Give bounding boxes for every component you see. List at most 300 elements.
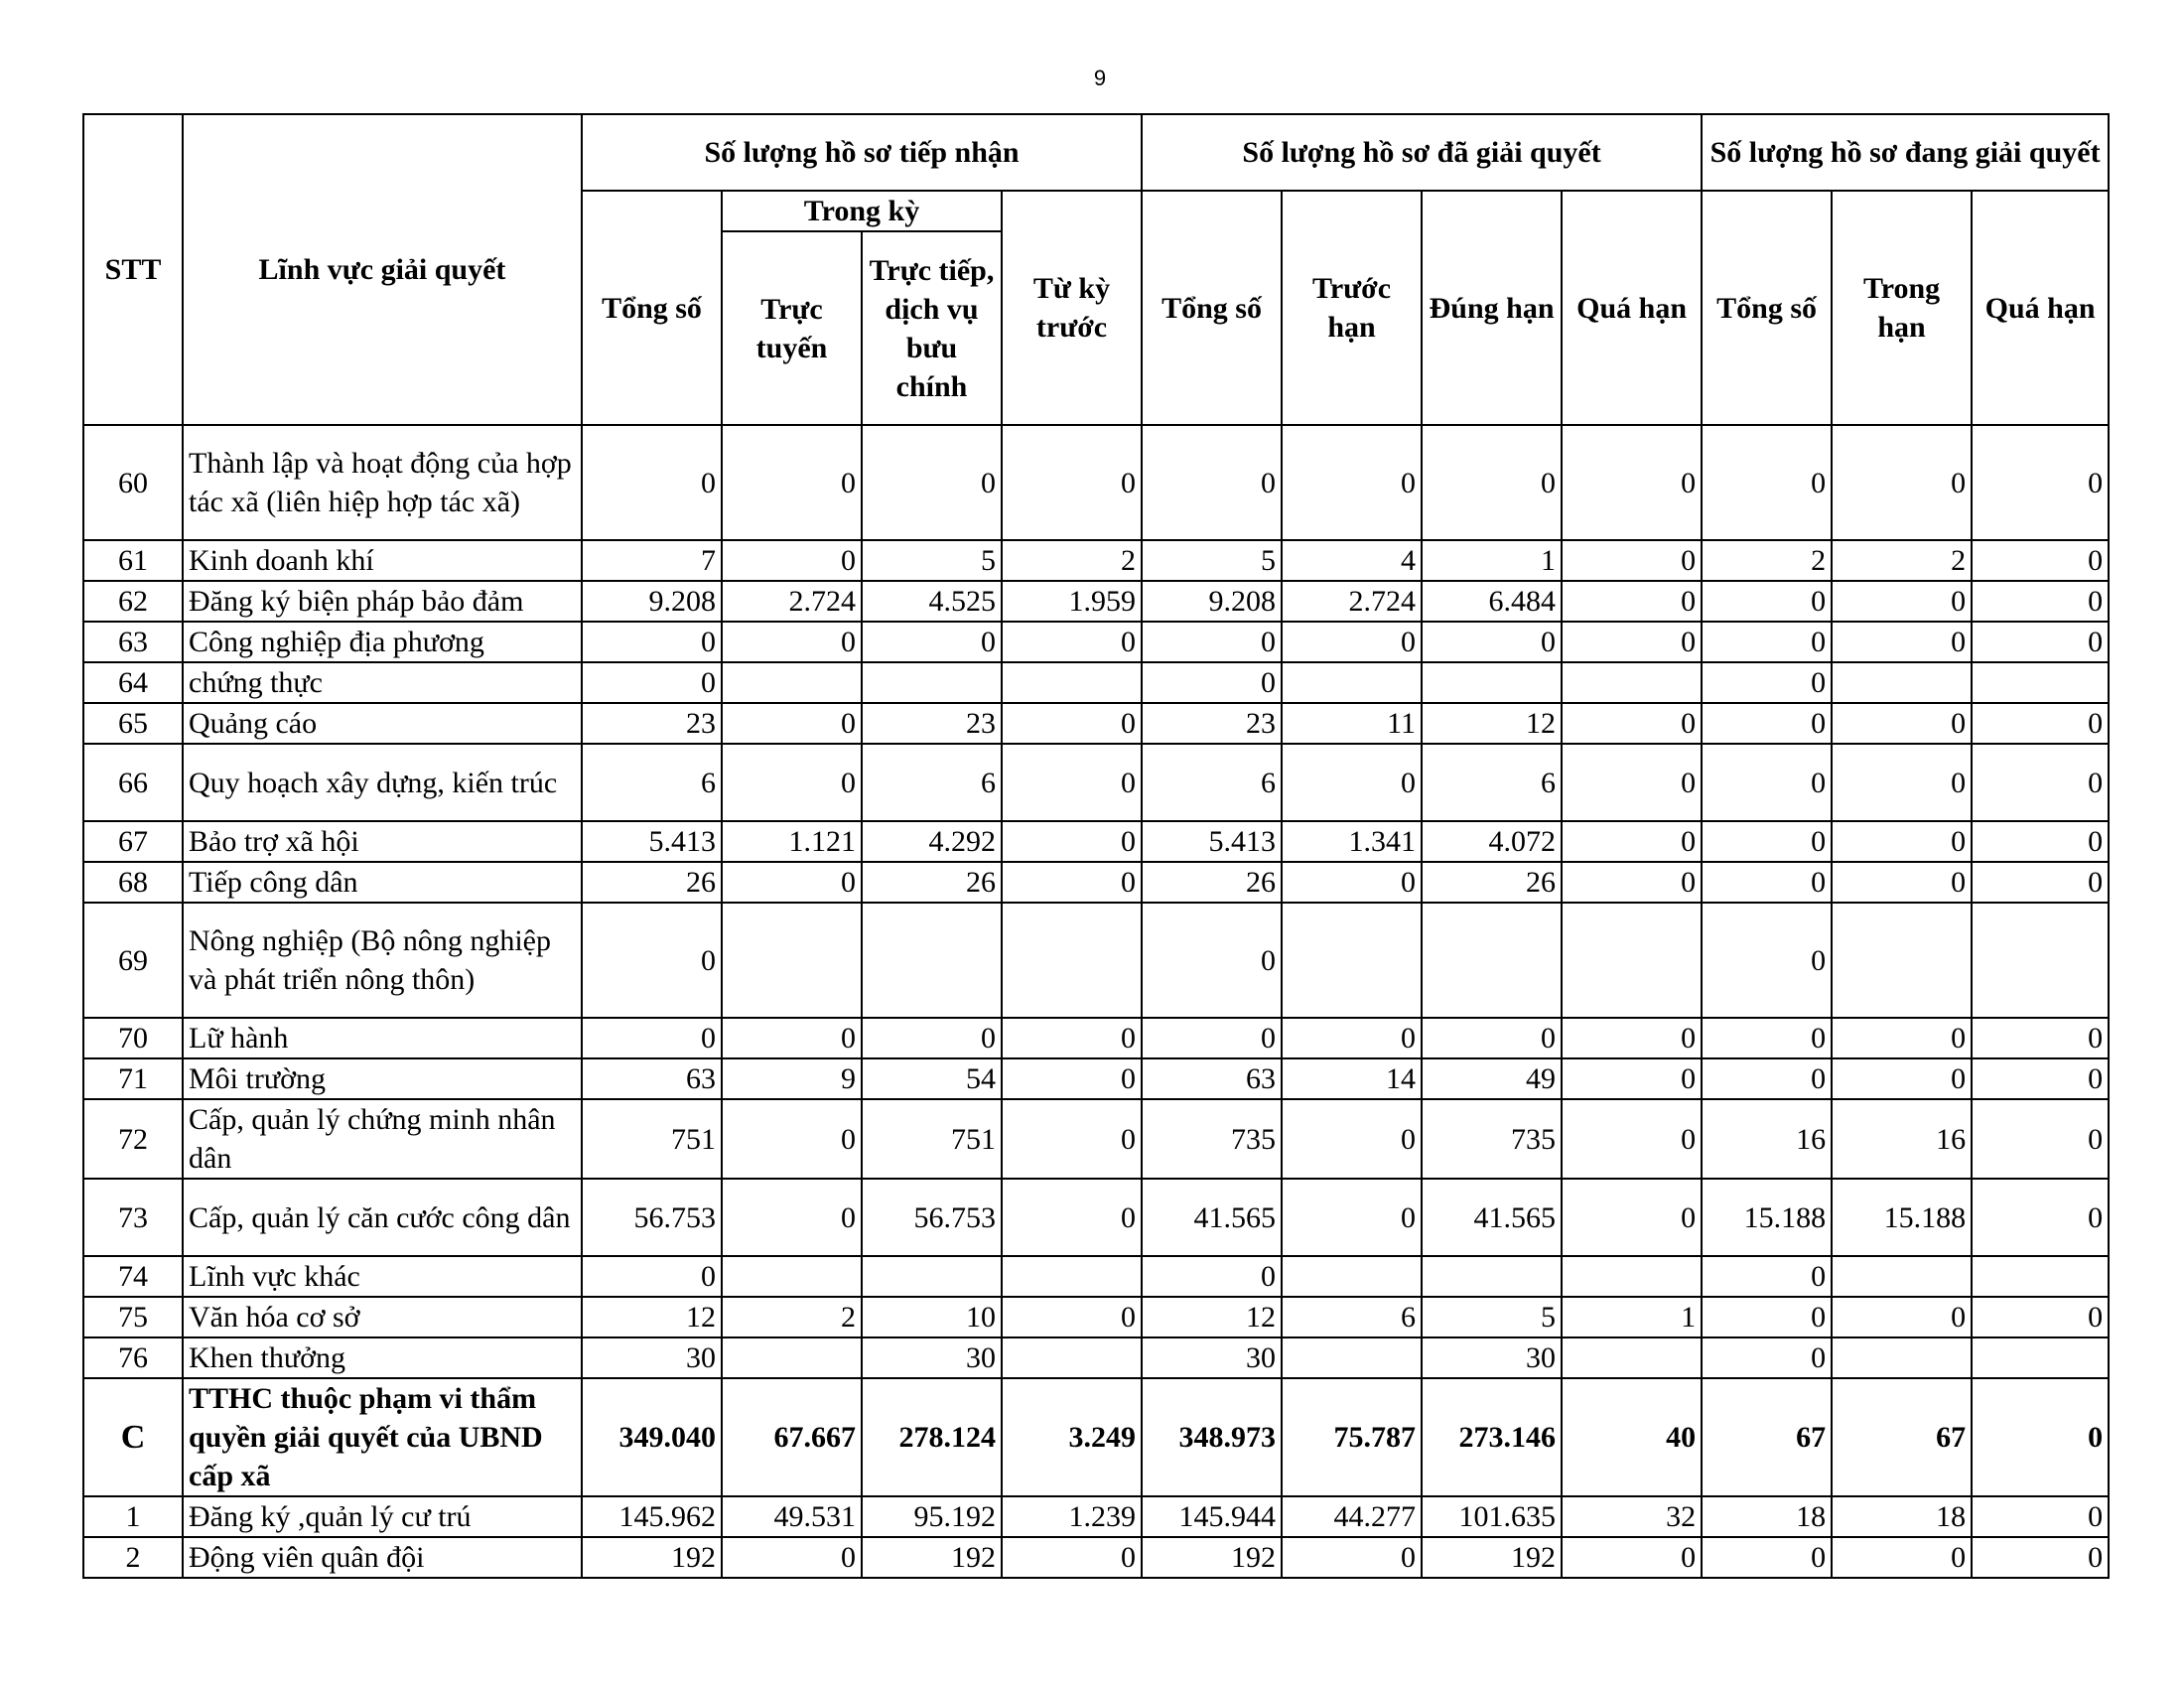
- row-value-cell: 0: [1142, 662, 1282, 703]
- row-value-cell: 0: [1142, 1018, 1282, 1058]
- row-value-cell: 1: [1422, 540, 1562, 581]
- row-field-name: Quy hoạch xây dựng, kiến trúc: [183, 744, 582, 821]
- header-pending-group: Số lượng hồ sơ đang giải quyết: [1702, 114, 2109, 191]
- row-value-cell: 7: [582, 540, 722, 581]
- row-value-cell: 0: [1832, 862, 1972, 903]
- row-value-cell: 10: [862, 1297, 1002, 1337]
- header-direct-postal: Trực tiếp, dịch vụ bưu chính: [862, 231, 1002, 425]
- row-value-cell: 16: [1702, 1099, 1832, 1179]
- row-value-cell: 0: [1002, 703, 1142, 744]
- row-value-cell: 0: [1702, 1537, 1832, 1578]
- row-field-name: Thành lập và hoạt động của hợp tác xã (liên hiệp hợp tác xã): [183, 425, 582, 540]
- row-value-cell: 32: [1562, 1496, 1702, 1537]
- row-value-cell: [1282, 1337, 1422, 1378]
- row-value-cell: 0: [1002, 1179, 1142, 1256]
- row-value-cell: [1832, 903, 1972, 1018]
- row-value-cell: 0: [1702, 622, 1832, 662]
- header-resolved-overdue: Quá hạn: [1562, 191, 1702, 425]
- row-value-cell: 30: [582, 1337, 722, 1378]
- row-value-cell: [1562, 1337, 1702, 1378]
- row-value-cell: 1: [1562, 1297, 1702, 1337]
- row-value-cell: 1.341: [1282, 821, 1422, 862]
- row-field-name: Khen thưởng: [183, 1337, 582, 1378]
- table-row: [83, 703, 2109, 744]
- row-value-cell: 0: [1972, 1018, 2109, 1058]
- row-value-cell: 0: [1972, 1297, 2109, 1337]
- row-value-cell: 0: [1562, 540, 1702, 581]
- row-field-name: Đăng ký ,quản lý cư trú: [183, 1496, 582, 1537]
- row-stt: 66: [83, 744, 183, 821]
- row-field-name: Văn hóa cơ sở: [183, 1297, 582, 1337]
- row-value-cell: 56.753: [582, 1179, 722, 1256]
- row-value-cell: 67: [1832, 1378, 1972, 1496]
- row-value-cell: 0: [1832, 425, 1972, 540]
- row-value-cell: 1.239: [1002, 1496, 1142, 1537]
- table-header: [83, 114, 2109, 425]
- row-stt: 68: [83, 862, 183, 903]
- row-value-cell: 11: [1282, 703, 1422, 744]
- row-value-cell: [1972, 1256, 2109, 1297]
- row-value-cell: 0: [1972, 622, 2109, 662]
- row-value-cell: 0: [1832, 703, 1972, 744]
- table-row: [83, 1099, 2109, 1179]
- row-value-cell: 0: [722, 622, 862, 662]
- row-value-cell: 30: [1142, 1337, 1282, 1378]
- header-resolved-group: Số lượng hồ sơ đã giải quyết: [1142, 114, 1702, 191]
- row-value-cell: 0: [1282, 1537, 1422, 1578]
- row-value-cell: 15.188: [1702, 1179, 1832, 1256]
- row-value-cell: 0: [1702, 821, 1832, 862]
- row-value-cell: 0: [582, 1256, 722, 1297]
- row-value-cell: 2: [1702, 540, 1832, 581]
- row-value-cell: 12: [1142, 1297, 1282, 1337]
- row-value-cell: [1002, 903, 1142, 1018]
- row-field-name: Nông nghiệp (Bộ nông nghiệp và phát triển nông thôn): [183, 903, 582, 1018]
- row-value-cell: 67.667: [722, 1378, 862, 1496]
- table-row: [83, 862, 2109, 903]
- row-value-cell: 0: [1002, 622, 1142, 662]
- table-row: [83, 622, 2109, 662]
- row-stt: 72: [83, 1099, 183, 1179]
- row-value-cell: 0: [722, 703, 862, 744]
- row-stt: 73: [83, 1179, 183, 1256]
- row-value-cell: [1282, 903, 1422, 1018]
- row-value-cell: 0: [1562, 1537, 1702, 1578]
- row-value-cell: [862, 903, 1002, 1018]
- row-value-cell: 0: [1972, 744, 2109, 821]
- row-value-cell: 0: [1562, 581, 1702, 622]
- row-value-cell: 0: [1972, 540, 2109, 581]
- row-field-name: Kinh doanh khí: [183, 540, 582, 581]
- row-value-cell: [1832, 1337, 1972, 1378]
- row-value-cell: 0: [862, 1018, 1002, 1058]
- row-value-cell: 6: [1422, 744, 1562, 821]
- row-value-cell: 6: [862, 744, 1002, 821]
- row-value-cell: [1282, 662, 1422, 703]
- row-value-cell: 63: [1142, 1058, 1282, 1099]
- row-value-cell: 63: [582, 1058, 722, 1099]
- row-stt: 63: [83, 622, 183, 662]
- row-value-cell: [1832, 1256, 1972, 1297]
- row-value-cell: 2: [1832, 540, 1972, 581]
- row-field-name: Cấp, quản lý chứng minh nhân dân: [183, 1099, 582, 1179]
- row-value-cell: 0: [1142, 425, 1282, 540]
- row-value-cell: 67: [1702, 1378, 1832, 1496]
- row-value-cell: [722, 903, 862, 1018]
- header-resolved-total: Tổng số: [1142, 191, 1282, 425]
- row-value-cell: 0: [1282, 1179, 1422, 1256]
- row-value-cell: 0: [1562, 425, 1702, 540]
- row-value-cell: 0: [1702, 903, 1832, 1018]
- row-value-cell: 0: [722, 425, 862, 540]
- table-row: [83, 1378, 2109, 1496]
- header-on-time: Đúng hạn: [1422, 191, 1562, 425]
- row-value-cell: 0: [1702, 581, 1832, 622]
- row-value-cell: 0: [1972, 1378, 2109, 1496]
- row-value-cell: 0: [1702, 425, 1832, 540]
- row-field-name: Bảo trợ xã hội: [183, 821, 582, 862]
- row-stt: 71: [83, 1058, 183, 1099]
- row-value-cell: 0: [1972, 1058, 2109, 1099]
- row-value-cell: 0: [1832, 1537, 1972, 1578]
- row-value-cell: 0: [1832, 744, 1972, 821]
- header-field: Lĩnh vực giải quyết: [183, 114, 582, 425]
- row-value-cell: [1562, 903, 1702, 1018]
- row-value-cell: [1422, 662, 1562, 703]
- row-stt: 61: [83, 540, 183, 581]
- row-value-cell: 3.249: [1002, 1378, 1142, 1496]
- row-value-cell: 273.146: [1422, 1378, 1562, 1496]
- row-value-cell: 0: [1562, 862, 1702, 903]
- row-value-cell: 0: [1972, 821, 2109, 862]
- table-row: [83, 1256, 2109, 1297]
- header-before-deadline: Trước hạn: [1282, 191, 1422, 425]
- table-row: [83, 425, 2109, 540]
- row-stt: 65: [83, 703, 183, 744]
- row-value-cell: 2.724: [722, 581, 862, 622]
- row-value-cell: 5: [862, 540, 1002, 581]
- table-body: [83, 425, 2109, 1578]
- table-row: [83, 1496, 2109, 1537]
- row-value-cell: 0: [1832, 1018, 1972, 1058]
- row-value-cell: 41.565: [1422, 1179, 1562, 1256]
- row-value-cell: 349.040: [582, 1378, 722, 1496]
- row-stt: C: [83, 1378, 183, 1496]
- row-value-cell: 18: [1832, 1496, 1972, 1537]
- row-value-cell: 0: [1002, 1099, 1142, 1179]
- row-value-cell: 0: [1972, 1537, 2109, 1578]
- row-value-cell: 0: [862, 425, 1002, 540]
- row-value-cell: 14: [1282, 1058, 1422, 1099]
- row-value-cell: 0: [1002, 1297, 1142, 1337]
- row-stt: 67: [83, 821, 183, 862]
- row-value-cell: 0: [722, 862, 862, 903]
- table-row: [83, 540, 2109, 581]
- row-stt: 1: [83, 1496, 183, 1537]
- row-value-cell: 0: [1702, 1256, 1832, 1297]
- row-value-cell: [862, 1256, 1002, 1297]
- row-value-cell: [1832, 662, 1972, 703]
- row-value-cell: 5: [1422, 1297, 1562, 1337]
- row-value-cell: [1972, 1337, 2109, 1378]
- row-value-cell: 0: [1002, 821, 1142, 862]
- header-pending-overdue: Quá hạn: [1972, 191, 2109, 425]
- row-value-cell: [1422, 1256, 1562, 1297]
- table-row: [83, 744, 2109, 821]
- row-value-cell: 0: [1142, 903, 1282, 1018]
- row-stt: 64: [83, 662, 183, 703]
- row-field-name: Động viên quân đội: [183, 1537, 582, 1578]
- table-row: [83, 903, 2109, 1018]
- row-value-cell: 0: [1832, 581, 1972, 622]
- row-value-cell: 0: [1142, 1256, 1282, 1297]
- row-value-cell: 278.124: [862, 1378, 1002, 1496]
- row-value-cell: 6: [1282, 1297, 1422, 1337]
- row-value-cell: 0: [1002, 1058, 1142, 1099]
- row-value-cell: 0: [722, 744, 862, 821]
- row-value-cell: 6: [582, 744, 722, 821]
- row-value-cell: 0: [1282, 744, 1422, 821]
- row-value-cell: 0: [1702, 744, 1832, 821]
- table-row: [83, 662, 2109, 703]
- row-value-cell: 192: [582, 1537, 722, 1578]
- row-value-cell: 0: [1702, 862, 1832, 903]
- row-value-cell: 0: [1002, 862, 1142, 903]
- row-value-cell: 192: [1422, 1537, 1562, 1578]
- row-field-name: Đăng ký biện pháp bảo đảm: [183, 581, 582, 622]
- row-stt: 2: [83, 1537, 183, 1578]
- header-previous-period: Từ kỳ trước: [1002, 191, 1142, 425]
- row-value-cell: 5.413: [582, 821, 722, 862]
- row-field-name: Cấp, quản lý căn cước công dân: [183, 1179, 582, 1256]
- row-value-cell: 4.072: [1422, 821, 1562, 862]
- row-stt: 60: [83, 425, 183, 540]
- row-value-cell: 0: [1972, 1099, 2109, 1179]
- row-value-cell: 0: [1002, 1018, 1142, 1058]
- row-value-cell: 0: [722, 1018, 862, 1058]
- table-row: [83, 821, 2109, 862]
- row-value-cell: [1972, 903, 2109, 1018]
- row-value-cell: 0: [582, 662, 722, 703]
- row-value-cell: [1562, 1256, 1702, 1297]
- report-table: [82, 113, 2110, 1579]
- row-value-cell: 0: [1422, 1018, 1562, 1058]
- row-value-cell: [1002, 1337, 1142, 1378]
- row-value-cell: 0: [1002, 1537, 1142, 1578]
- row-value-cell: 30: [862, 1337, 1002, 1378]
- row-value-cell: [1282, 1256, 1422, 1297]
- row-value-cell: 30: [1422, 1337, 1562, 1378]
- table-row: [83, 1018, 2109, 1058]
- row-value-cell: 145.962: [582, 1496, 722, 1537]
- row-value-cell: 40: [1562, 1378, 1702, 1496]
- row-value-cell: 0: [1282, 862, 1422, 903]
- header-within-deadline: Trong hạn: [1832, 191, 1972, 425]
- row-value-cell: 0: [722, 540, 862, 581]
- row-stt: 69: [83, 903, 183, 1018]
- row-value-cell: 0: [1562, 1179, 1702, 1256]
- row-value-cell: 0: [1832, 1297, 1972, 1337]
- row-value-cell: [722, 1256, 862, 1297]
- row-value-cell: 0: [1282, 1099, 1422, 1179]
- row-value-cell: 0: [722, 1179, 862, 1256]
- row-value-cell: [1002, 1256, 1142, 1297]
- row-value-cell: 0: [1702, 1297, 1832, 1337]
- row-field-name: TTHC thuộc phạm vi thẩm quyền giải quyết của UBND cấp xã: [183, 1378, 582, 1496]
- row-value-cell: 0: [1972, 862, 2109, 903]
- row-value-cell: 0: [1972, 1179, 2109, 1256]
- row-value-cell: [1972, 662, 2109, 703]
- row-value-cell: 26: [582, 862, 722, 903]
- row-field-name: Tiếp công dân: [183, 862, 582, 903]
- row-value-cell: 0: [1832, 821, 1972, 862]
- row-value-cell: 2: [722, 1297, 862, 1337]
- row-value-cell: 0: [582, 622, 722, 662]
- row-value-cell: 0: [1422, 622, 1562, 662]
- row-value-cell: 41.565: [1142, 1179, 1282, 1256]
- row-value-cell: 26: [1422, 862, 1562, 903]
- row-value-cell: [1562, 662, 1702, 703]
- row-stt: 75: [83, 1297, 183, 1337]
- header-received-total: Tổng số: [582, 191, 722, 425]
- row-value-cell: 18: [1702, 1496, 1832, 1537]
- row-value-cell: 23: [862, 703, 1002, 744]
- row-value-cell: 101.635: [1422, 1496, 1562, 1537]
- row-value-cell: 145.944: [1142, 1496, 1282, 1537]
- row-value-cell: 26: [862, 862, 1002, 903]
- row-value-cell: 4.525: [862, 581, 1002, 622]
- row-value-cell: 0: [1972, 703, 2109, 744]
- row-value-cell: 0: [582, 425, 722, 540]
- row-value-cell: [722, 662, 862, 703]
- row-value-cell: 9: [722, 1058, 862, 1099]
- row-value-cell: 1.959: [1002, 581, 1142, 622]
- header-stt: STT: [83, 114, 183, 425]
- page-number: 9: [1093, 66, 1107, 90]
- row-value-cell: 0: [722, 1099, 862, 1179]
- row-value-cell: 0: [1562, 744, 1702, 821]
- row-field-name: Lĩnh vực khác: [183, 1256, 582, 1297]
- row-value-cell: 735: [1142, 1099, 1282, 1179]
- row-value-cell: 0: [1562, 821, 1702, 862]
- row-value-cell: 5.413: [1142, 821, 1282, 862]
- row-value-cell: [1422, 903, 1562, 1018]
- row-value-cell: 0: [722, 1537, 862, 1578]
- row-value-cell: 0: [1702, 662, 1832, 703]
- row-value-cell: 23: [582, 703, 722, 744]
- row-value-cell: 49: [1422, 1058, 1562, 1099]
- row-value-cell: 0: [1702, 703, 1832, 744]
- row-value-cell: 4.292: [862, 821, 1002, 862]
- row-value-cell: 0: [1832, 1058, 1972, 1099]
- row-value-cell: 54: [862, 1058, 1002, 1099]
- row-field-name: chứng thực: [183, 662, 582, 703]
- row-value-cell: 15.188: [1832, 1179, 1972, 1256]
- row-value-cell: 56.753: [862, 1179, 1002, 1256]
- table-row: [83, 581, 2109, 622]
- row-value-cell: [1002, 662, 1142, 703]
- row-value-cell: 0: [1562, 622, 1702, 662]
- row-field-name: Lữ hành: [183, 1018, 582, 1058]
- row-value-cell: 0: [862, 622, 1002, 662]
- row-value-cell: 751: [862, 1099, 1002, 1179]
- row-value-cell: 0: [1422, 425, 1562, 540]
- row-value-cell: 12: [1422, 703, 1562, 744]
- row-value-cell: 9.208: [582, 581, 722, 622]
- row-value-cell: 0: [1832, 622, 1972, 662]
- table-row: [83, 1179, 2109, 1256]
- row-value-cell: 0: [1142, 622, 1282, 662]
- row-value-cell: 5: [1142, 540, 1282, 581]
- row-value-cell: 735: [1422, 1099, 1562, 1179]
- row-value-cell: 0: [1562, 1058, 1702, 1099]
- row-value-cell: 12: [582, 1297, 722, 1337]
- row-value-cell: 0: [582, 903, 722, 1018]
- table-row: [83, 1058, 2109, 1099]
- row-value-cell: 26: [1142, 862, 1282, 903]
- row-value-cell: 0: [1972, 425, 2109, 540]
- row-value-cell: 0: [1702, 1337, 1832, 1378]
- row-value-cell: 49.531: [722, 1496, 862, 1537]
- header-pending-total: Tổng số: [1702, 191, 1832, 425]
- row-value-cell: 44.277: [1282, 1496, 1422, 1537]
- row-value-cell: 4: [1282, 540, 1422, 581]
- table-row: [83, 1297, 2109, 1337]
- row-stt: 62: [83, 581, 183, 622]
- row-value-cell: 0: [1562, 1018, 1702, 1058]
- table-row: [83, 1537, 2109, 1578]
- row-value-cell: 2: [1002, 540, 1142, 581]
- row-value-cell: 2.724: [1282, 581, 1422, 622]
- row-stt: 70: [83, 1018, 183, 1058]
- row-value-cell: 6.484: [1422, 581, 1562, 622]
- row-value-cell: 0: [1282, 1018, 1422, 1058]
- row-value-cell: 16: [1832, 1099, 1972, 1179]
- row-value-cell: [722, 1337, 862, 1378]
- row-field-name: Quảng cáo: [183, 703, 582, 744]
- row-value-cell: 0: [1702, 1018, 1832, 1058]
- table-row: [83, 1337, 2109, 1378]
- row-value-cell: 192: [1142, 1537, 1282, 1578]
- row-value-cell: 9.208: [1142, 581, 1282, 622]
- row-value-cell: 0: [582, 1018, 722, 1058]
- row-value-cell: 1.121: [722, 821, 862, 862]
- row-value-cell: 0: [1562, 1099, 1702, 1179]
- row-value-cell: 75.787: [1282, 1378, 1422, 1496]
- row-value-cell: 0: [1282, 622, 1422, 662]
- row-value-cell: 0: [1702, 1058, 1832, 1099]
- row-value-cell: 192: [862, 1537, 1002, 1578]
- header-received-group: Số lượng hồ sơ tiếp nhận: [582, 114, 1142, 191]
- row-value-cell: 751: [582, 1099, 722, 1179]
- row-value-cell: 0: [1562, 703, 1702, 744]
- row-stt: 76: [83, 1337, 183, 1378]
- row-field-name: Công nghiệp địa phương: [183, 622, 582, 662]
- row-value-cell: 0: [1002, 744, 1142, 821]
- row-value-cell: 0: [1972, 1496, 2109, 1537]
- row-value-cell: 0: [1972, 581, 2109, 622]
- row-value-cell: 348.973: [1142, 1378, 1282, 1496]
- row-stt: 74: [83, 1256, 183, 1297]
- row-value-cell: 0: [1002, 425, 1142, 540]
- row-value-cell: 95.192: [862, 1496, 1002, 1537]
- row-value-cell: [862, 662, 1002, 703]
- row-value-cell: 0: [1282, 425, 1422, 540]
- row-value-cell: 6: [1142, 744, 1282, 821]
- row-value-cell: 23: [1142, 703, 1282, 744]
- header-in-period: Trong kỳ: [722, 191, 1002, 231]
- header-online: Trực tuyến: [722, 231, 862, 425]
